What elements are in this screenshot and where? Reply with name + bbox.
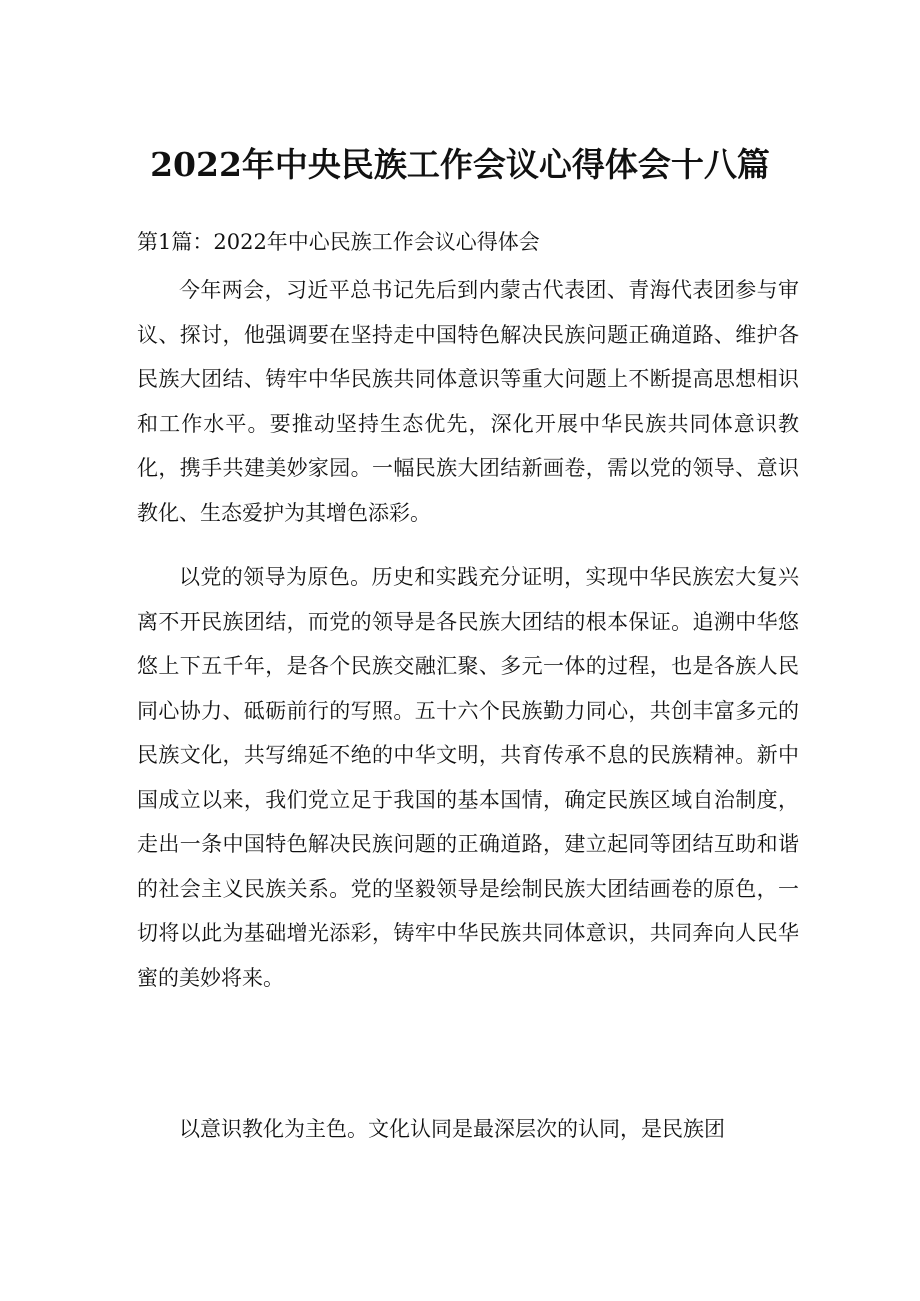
section-heading: 第1篇：2022年中心民族工作会议心得体会 bbox=[137, 230, 540, 254]
paragraph-2: 以党的领导为原色。历史和实践充分证明，实现中华民族宏大复兴离不开民族团结，而党的领导是各民族大团结的根本保证。追溯中华悠悠上下五千年，是各个民族交融汇聚、多元一体的过程，也是各族人民同心协力、砥砺前行的写照。五十六个民族勤力同心，共创丰富多元的民族文化，共写绵延不绝的中华文明，共育传承不息的民族精神。新中国成立以来，我们党立足于我国的基本国情，确定民族区域自治制度，走出一条中国特色解决民族问题的正确道路，建立起同等团结互助和谐的社会主义民族关系。党的坚毅领导是绘制民族大团结画卷的原色，一切将以此为基础增光添彩，铸牢中华民族共同体意识，共同奔向人民华蜜的美妙将来。 bbox=[137, 565, 799, 990]
document-title: 2022年中央民族工作会议心得体会十八篇 bbox=[150, 145, 770, 184]
paragraph-3: 以意识教化为主色。文化认同是最深层次的认同，是民族团 bbox=[179, 1117, 725, 1141]
paragraph-1: 今年两会，习近平总书记先后到内蒙古代表团、青海代表团参与审议、探讨，他强调要在坚持走中国特色解决民族问题正确道路、维护各民族大团结、铸牢中华民族共同体意识等重大问题上不断提高思想相识和工作水平。要推动坚持生态优先，深化开展中华民族共同体意识教化，携手共建美妙家园。一幅民族大团结新画卷，需以党的领导、意识教化、生态爱护为其增色添彩。 bbox=[137, 278, 799, 525]
